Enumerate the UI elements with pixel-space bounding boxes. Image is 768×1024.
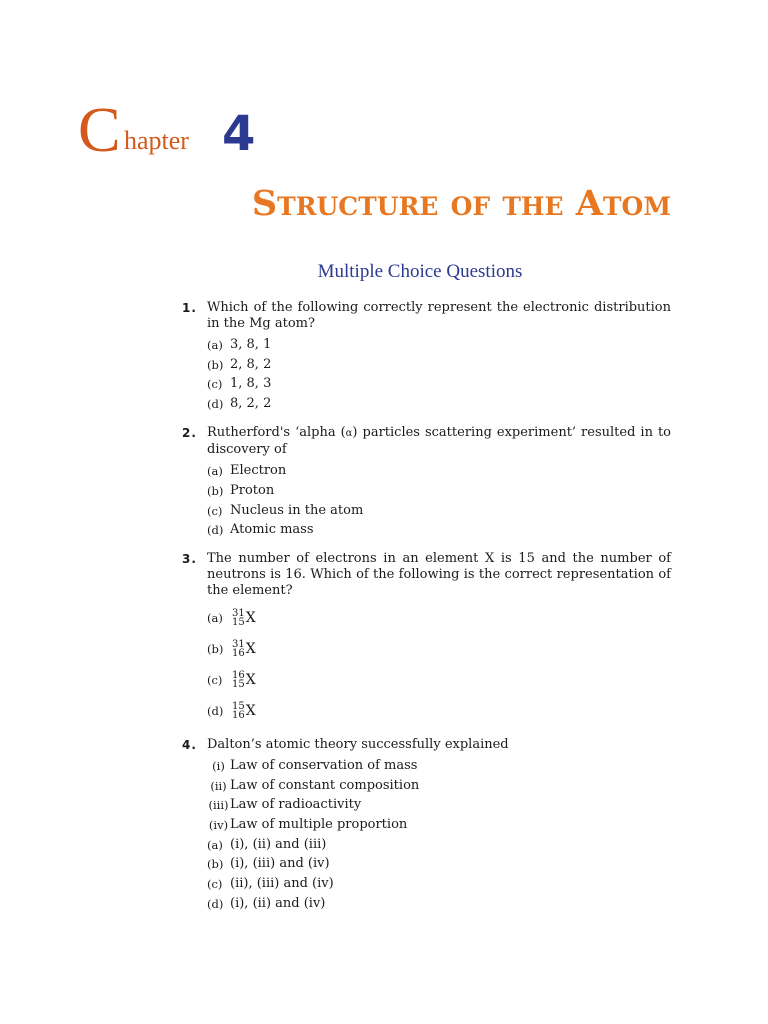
option-label: (b) <box>207 641 224 656</box>
option-label: (b) <box>207 857 224 872</box>
option-label: (c) <box>207 503 223 518</box>
mass-number: 15 <box>232 700 245 712</box>
option-c <box>207 375 671 395</box>
option-text: 8, 2, 2 <box>230 396 272 412</box>
question-1 <box>180 298 671 414</box>
mass-number: 31 <box>232 607 245 619</box>
statement-text: Law of constant composition <box>230 777 420 793</box>
option-b <box>207 355 671 375</box>
section-title: Multiple Choice Questions <box>317 261 523 282</box>
option-d <box>207 394 671 414</box>
option-a <box>207 602 671 633</box>
option-d <box>207 695 671 726</box>
question-number: 1. <box>182 301 197 315</box>
option-text: (i), (iii) and (iv) <box>230 856 330 872</box>
nuclide-notation <box>230 702 256 720</box>
statement-label: (iv) <box>208 817 229 832</box>
option-c <box>207 874 671 894</box>
element-symbol: X <box>245 702 256 719</box>
statement-text: Law of conservation of mass <box>230 758 418 774</box>
option-label: (a) <box>207 337 223 352</box>
option-label: (c) <box>207 672 223 687</box>
option-label: (a) <box>207 610 223 625</box>
atomic-number: 15 <box>232 678 245 690</box>
statement-ii <box>207 776 671 796</box>
atomic-number: 15 <box>232 616 245 628</box>
statement-iv <box>207 815 671 835</box>
option-text: 1, 8, 3 <box>230 376 272 392</box>
option-a <box>207 835 671 855</box>
alpha-symbol: α <box>345 428 353 440</box>
atomic-number: 16 <box>232 709 245 721</box>
question-text: The number of electrons in an element X is 15 and the number of neutrons is 16. Which of the following is the correct representation of the element? <box>207 551 671 599</box>
option-d <box>207 894 671 914</box>
option-a <box>207 335 671 355</box>
option-label: (d) <box>207 703 224 718</box>
option-text: (i), (ii) and (iii) <box>230 836 327 852</box>
mass-number: 16 <box>232 669 245 681</box>
atomic-number: 16 <box>232 647 245 659</box>
nuclide-notation <box>230 671 256 689</box>
question-4 <box>180 735 671 914</box>
option-label: (a) <box>207 464 223 479</box>
option-text: Atomic mass <box>230 522 314 538</box>
statement-iii <box>207 796 671 816</box>
option-text: Nucleus in the atom <box>230 502 364 518</box>
option-label: (d) <box>207 397 224 412</box>
option-label: (c) <box>207 877 223 892</box>
option-d <box>207 521 671 541</box>
question-number: 2. <box>182 426 197 441</box>
option-b <box>207 855 671 875</box>
option-c <box>207 501 671 521</box>
statement-label: (ii) <box>210 778 227 793</box>
statement-label: (i) <box>212 759 225 774</box>
question-text <box>207 423 671 458</box>
option-label: (a) <box>207 837 223 852</box>
element-symbol: X <box>245 640 256 657</box>
element-symbol: X <box>245 609 256 626</box>
option-text: (i), (ii) and (iv) <box>230 896 326 912</box>
option-label: (b) <box>207 357 224 372</box>
question-3 <box>180 549 671 726</box>
mass-number: 31 <box>232 638 245 650</box>
option-text: 3, 8, 1 <box>230 336 272 352</box>
option-label: (c) <box>207 377 223 392</box>
chapter-initial: C <box>78 94 121 165</box>
question-text-part: ) particles scattering experiment’ resulted in to discovery of <box>207 425 671 458</box>
nuclide-notation <box>230 640 256 658</box>
option-b <box>207 481 671 501</box>
question-list <box>180 298 671 923</box>
nuclide-notation <box>230 609 256 627</box>
question-2 <box>180 423 671 540</box>
option-label: (d) <box>207 523 224 538</box>
option-b <box>207 633 671 664</box>
option-a <box>207 461 671 481</box>
option-c <box>207 664 671 695</box>
option-text: Proton <box>230 482 275 498</box>
statement-label: (iii) <box>208 798 229 813</box>
option-text: (ii), (iii) and (iv) <box>230 876 334 892</box>
element-symbol: X <box>245 671 256 688</box>
option-label: (d) <box>207 897 224 912</box>
question-text: Dalton’s atomic theory successfully explained <box>207 737 509 753</box>
option-text: 2, 8, 2 <box>230 356 272 372</box>
statement-text: Law of radioactivity <box>230 797 362 813</box>
question-text-part: Rutherford's ‘alpha ( <box>207 425 346 441</box>
chapter-number: 4 <box>222 106 256 162</box>
question-number: 4. <box>182 738 197 753</box>
option-text: Electron <box>230 463 287 479</box>
option-label: (b) <box>207 483 224 498</box>
chapter-title: Structure of the Atom <box>251 183 671 224</box>
statement-i <box>207 756 671 776</box>
chapter-word: hapter <box>124 126 189 155</box>
question-text: Which of the following correctly represent the electronic distribution in the Mg atom? <box>207 300 671 331</box>
question-number: 3. <box>182 552 197 567</box>
statement-text: Law of multiple proportion <box>230 816 408 832</box>
